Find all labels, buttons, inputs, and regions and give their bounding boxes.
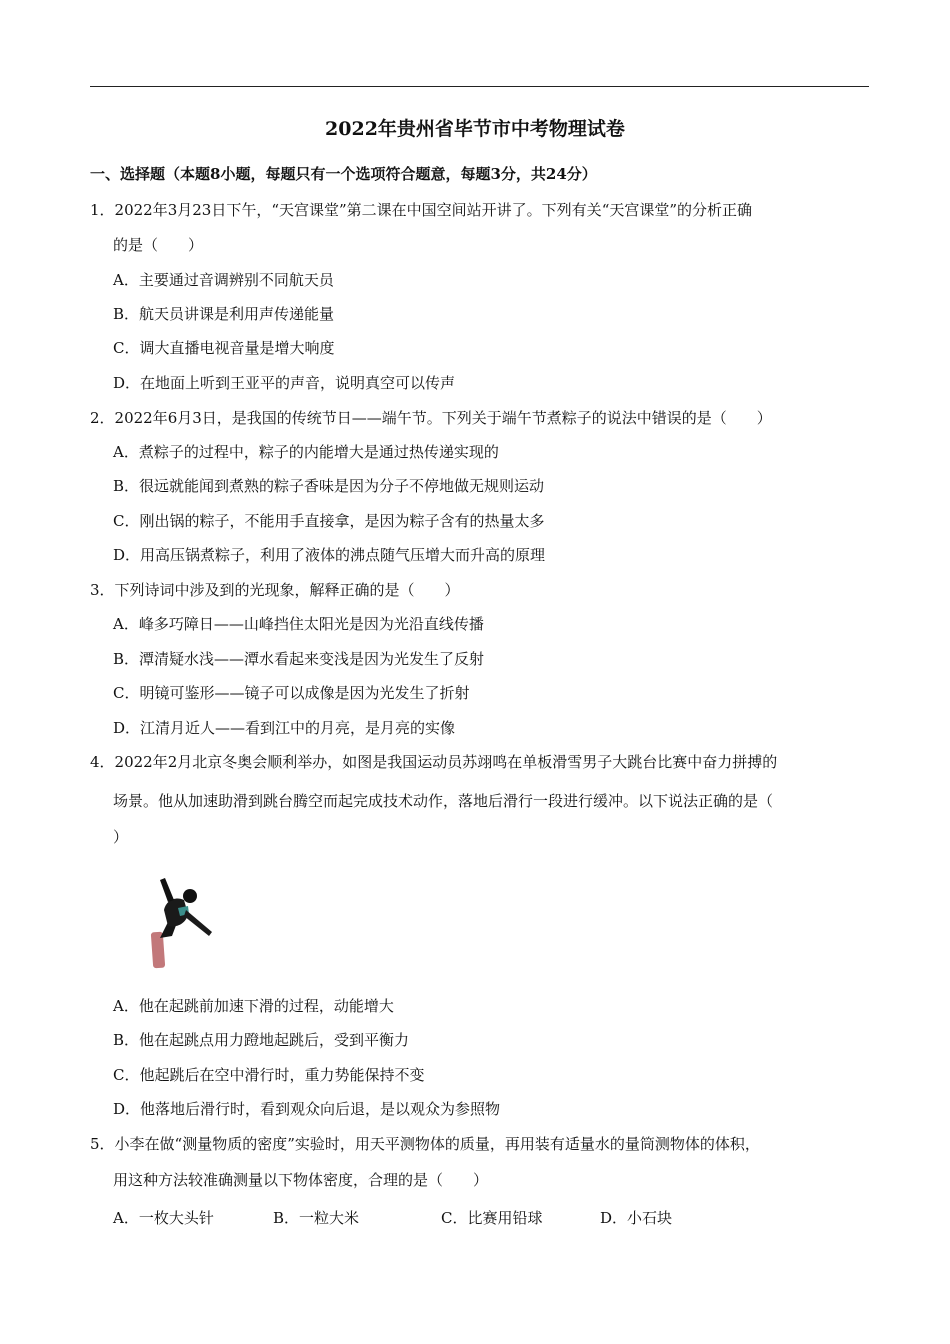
question-4-option-a: A．他在起跳前加速下滑的过程，动能增大 [113,997,394,1015]
question-4-line-1: 4．2022年2月北京冬奥会顺利举办，如图是我国运动员苏翊鸣在单板滑雪男子大跳台比赛中奋力拼搏的 [90,753,778,771]
question-3-option-d: D．江清月近人——看到江中的月亮，是月亮的实像 [113,719,456,737]
page-title: 2022年贵州省毕节市中考物理试卷 [325,118,625,140]
question-4-option-d: D．他落地后滑行时，看到观众向后退，是以观众为参照物 [113,1100,501,1118]
question-1-line-2: 的是（ ） [113,236,204,254]
question-4-line-3: ） [113,828,129,846]
question-1-option-b: B．航天员讲课是利用声传递能量 [113,305,335,323]
question-2-option-b: B．很远就能闻到煮熟的粽子香味是因为分子不停地做无规则运动 [113,477,545,495]
question-3-option-b: B．潭清疑水浅——潭水看起来变浅是因为光发生了反射 [113,650,485,668]
question-5-options [113,1207,813,1229]
question-1-option-d: D．在地面上听到王亚平的声音，说明真空可以传声 [113,374,456,392]
question-5-option-a: A．一枚大头针 [113,1209,214,1227]
question-4-option-b: B．他在起跳点用力蹬地起跳后，受到平衡力 [113,1031,410,1049]
question-2-option-a: A．煮粽子的过程中，粽子的内能增大是通过热传递实现的 [113,443,499,461]
section-heading: 一、选择题（本题8小题，每题只有一个选项符合题意，每题3分，共24分） [90,165,597,183]
question-3-line-1: 3．下列诗词中涉及到的光现象，解释正确的是（ ） [90,581,460,599]
question-3-option-a: A．峰多巧障日——山峰挡住太阳光是因为光沿直线传播 [113,615,484,633]
question-2-line-1: 2．2022年6月3日，是我国的传统节日——端午节。下列关于端午节煮粽子的说法中错误的是（ ） [90,409,772,427]
header-rule [90,86,869,87]
question-2-option-d: D．用高压锅煮粽子，利用了液体的沸点随气压增大而升高的原理 [113,546,546,564]
question-4-line-2: 场景。他从加速助滑到跳台腾空而起完成技术动作，落地后滑行一段进行缓冲。以下说法正确的是（ [113,792,774,810]
question-1-line-1: 1．2022年3月23日下午，“天宫课堂”第二课在中国空间站开讲了。下列有关“天宫课堂”的分析正确 [90,201,753,219]
question-5-option-d: D．小石块 [600,1209,673,1227]
snowboarder-icon [142,870,224,972]
question-2-option-c: C．刚出锅的粽子，不能用手直接拿，是因为粽子含有的热量太多 [113,512,545,530]
question-5-option-b: B．一粒大米 [273,1209,360,1227]
question-5-line-2: 用这种方法较准确测量以下物体密度，合理的是（ ） [113,1171,489,1189]
question-5-option-c: C．比赛用铅球 [441,1209,543,1227]
question-1-option-c: C．调大直播电视音量是增大响度 [113,339,335,357]
question-5-line-1: 5．小李在做“测量物质的密度”实验时，用天平测物体的质量，再用装有适量水的量筒测物体的体积， [90,1135,760,1153]
question-3-option-c: C．明镜可鉴形——镜子可以成像是因为光发生了折射 [113,684,470,702]
question-1-option-a: A．主要通过音调辨别不同航天员 [113,271,334,289]
question-4-option-c: C．他起跳后在空中滑行时，重力势能保持不变 [113,1066,425,1084]
